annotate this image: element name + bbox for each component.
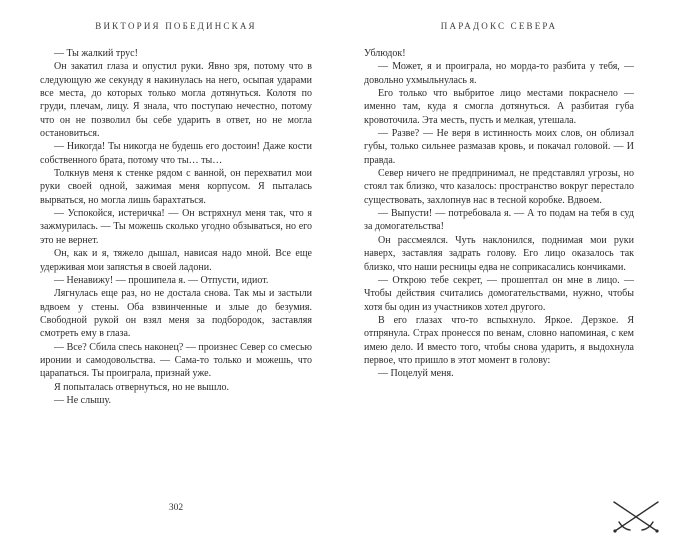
paragraph: — Ты жалкий трус! [54,48,138,59]
crossed-swords-icon [608,498,664,536]
left-page-text [40,47,312,407]
paragraph: Я попыталась отвернуться, но не вышло. [54,381,229,393]
paragraph: Лягнулась еще раз, но не достала снова. Так мы и застыли вдвоем у стены. Оба взвинченные и злые до безумия. Свободной рукой он взял меня за подбородок, заставляя смотреть ему в глаза. [40,288,312,340]
right-page-text [364,47,634,381]
paragraph: — Успокойся, истеричка! — Он встряхнул меня так, что я зажмурилась. — Ты можешь сколько угодно обзываться, но его это не вернет. [40,208,312,246]
paragraph: Толкнув меня к стенке рядом с ванной, он перехватил мои руки своей одной, зажимая меня корпусом. Я пыталась вырваться, но могла лишь барахтаться. [40,168,312,206]
paragraph: — Выпусти! — потребовала я. — А то подам на тебя в суд за домогательства! [364,208,634,233]
paragraph: — Не слышу. [54,394,112,406]
paragraph: Он закатил глаза и опустил руки. Явно зря, потому что в следующую же секунду я накинулась на него, осыпая ударами все места, до которых только могла дотянуться. Колотя по груди, плечам, лицу. Я знала, что поступаю нечестно, потому что он не позволил бы себе ударить в ответ, но не могла остановиться. [40,61,312,140]
left-running-header: ВИКТОРИЯ ПОБЕДИНСКАЯ [95,21,257,31]
paragraph: — Может, я и проиграла, но морда-то разбита у тебя, — довольно ухмыльнулась я. [364,61,634,86]
paragraph: В его глазах что-то вспыхнуло. Яркое. Дерзкое. Я отпрянула. Страх пронесся по венам, словно напоминая, с кем имею дело. И вместо того, чтобы снова ударить, я выдохнула первое, что пришло в этот момент в голову: [364,314,634,366]
paragraph: Он, как и я, тяжело дышал, нависая надо мной. Все еще удерживая мои запястья в своей ладони. [40,248,312,273]
paragraph: — Никогда! Ты никогда не будешь его достоин! Даже кости собственного брата, потому что ты… ты… [40,141,312,166]
paragraph: — Ненавижу! — прошипела я. — Отпусти, идиот. [54,274,269,286]
paragraph: Север ничего не предпринимал, не представлял угрозы, но стоял так близко, что казалось: пространство вокруг перестало существовать, захлопнув нас в тесной коробке. Вдвоем. [364,168,634,206]
paragraph: — Все? Сбила спесь наконец? — произнес Север со смесью иронии и самодовольства. — Сама-то только и можешь, что царапаться. Ты проиграла, признай уже. [40,341,312,380]
right-page [364,0,634,539]
left-page [40,0,312,539]
paragraph: — Открою тебе секрет, — прошептал он мне в лицо. — Чтобы действия считались домогательствами, нужно, чтобы хотя бы один из участников хотел другого. [364,274,634,313]
paragraph: Его только что выбритое лицо местами покраснело — именно там, куда я смогла дотянуться. А разбитая губа кровоточила. Эта месть, пусть и мелкая, утешала. [364,88,634,126]
paragraph: — Разве? — Не веря в истинность моих слов, он облизал губы, только сильнее размазав кровь, и покачал головой. — И правда. [364,128,634,166]
page-number: 302 [168,503,184,513]
paragraph: Ублюдок! [364,48,406,59]
right-running-header: ПАРАДОКС СЕВЕРА [440,21,558,31]
paragraph: Он рассмеялся. Чуть наклонился, поднимая мои руки наверх, заставляя задрать голову. Его лицо оказалось так близко, что наши ресницы едва не соприкасались кончиками. [364,234,634,273]
paragraph: — Поцелуй меня. [378,368,454,380]
